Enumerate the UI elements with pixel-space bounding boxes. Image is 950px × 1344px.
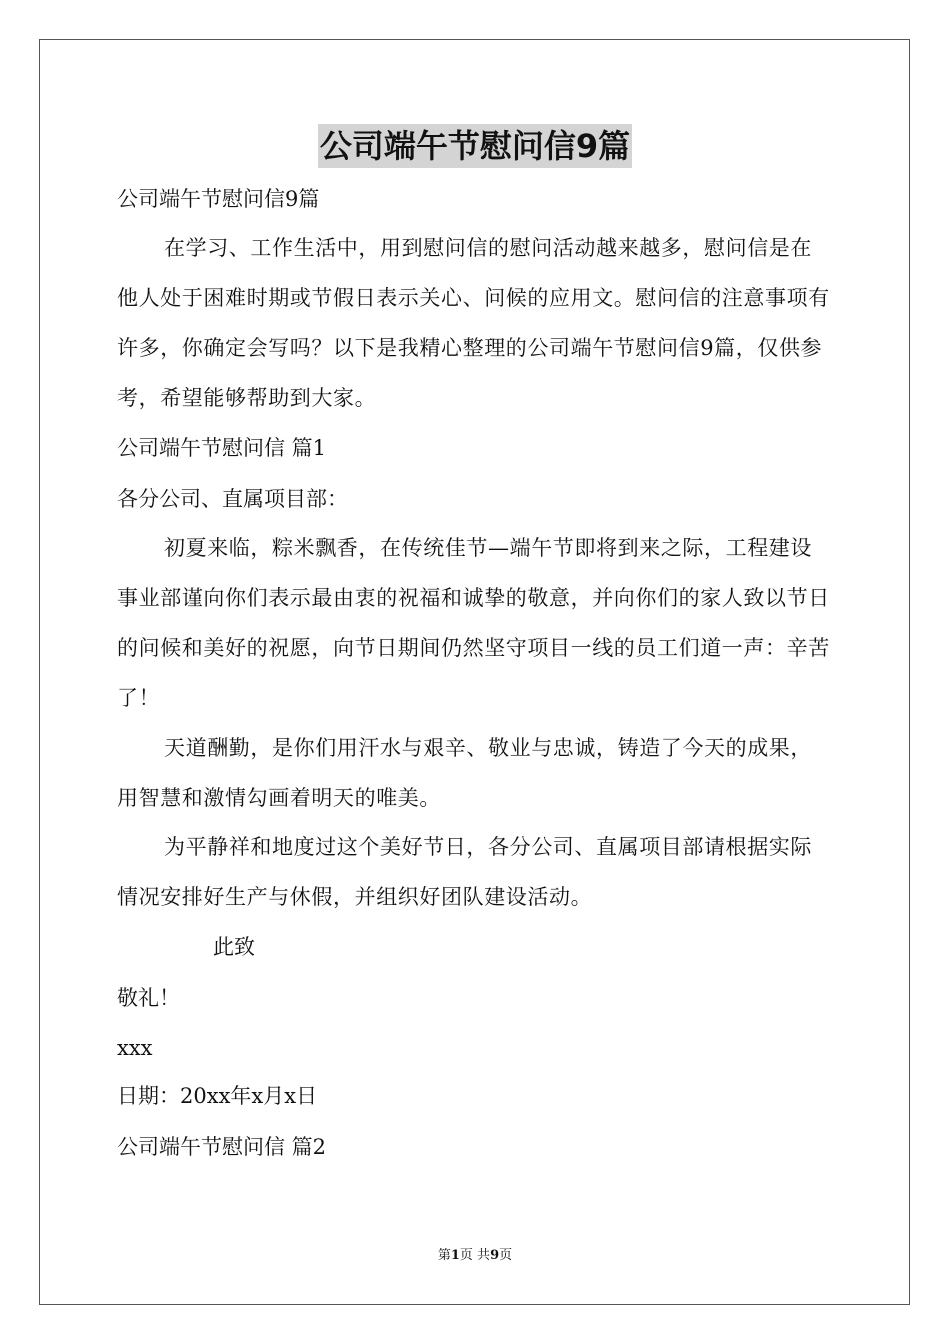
document-title: 公司端午节慰问信9篇 — [318, 124, 632, 168]
page-mid: 页 共 — [459, 1248, 491, 1263]
title-container — [0, 124, 950, 168]
intro-paragraph: 在学习、工作生活中，用到慰问信的慰问活动越来越多，慰问信是在他人处于困难时期或节假日表示关心、问候的应用文。慰问信的注意事项有许多，你确定会写吗？以下是我精心整理的公司端午节慰问信9篇，仅供参考，希望能够帮助到大家。 — [117, 236, 830, 410]
page-footer — [0, 1246, 950, 1266]
page-suffix: 页 — [499, 1248, 513, 1263]
page-prefix: 第 — [437, 1248, 451, 1263]
recipients-line: 各分公司、直属项目部： — [117, 487, 348, 511]
document-subtitle: 公司端午节慰问信9篇 — [117, 187, 320, 211]
letter-paragraph-3: 为平静祥和地度过这个美好节日，各分公司、直属项目部请根据实际情况安排好生产与休假，并组织好团队建设活动。 — [117, 835, 812, 909]
letter-paragraph-1: 初夏来临，粽米飘香，在传统佳节—端午节即将到来之际，工程建设事业部谨向你们表示最由衷的祝福和诚挚的敬意，并向你们的家人致以节日的问候和美好的祝愿，向节日期间仍然坚守项目一线的员工们道一声：辛苦了！ — [117, 536, 830, 710]
closing-salutation: 此致 — [213, 935, 255, 959]
page-number: 1 — [450, 1248, 460, 1263]
signature-line: xxx — [117, 1036, 153, 1060]
date-line: 日期：20xx年x月x日 — [117, 1084, 318, 1108]
closing-regards: 敬礼！ — [117, 986, 180, 1010]
page-total: 9 — [490, 1248, 500, 1263]
section-heading-1: 公司端午节慰问信 篇1 — [117, 436, 327, 460]
letter-paragraph-2: 天道酬勤，是你们用汗水与艰辛、敬业与忠诚，铸造了今天的成果，用智慧和激情勾画着明天的唯美。 — [117, 736, 812, 810]
section-heading-2: 公司端午节慰问信 篇2 — [117, 1135, 327, 1159]
